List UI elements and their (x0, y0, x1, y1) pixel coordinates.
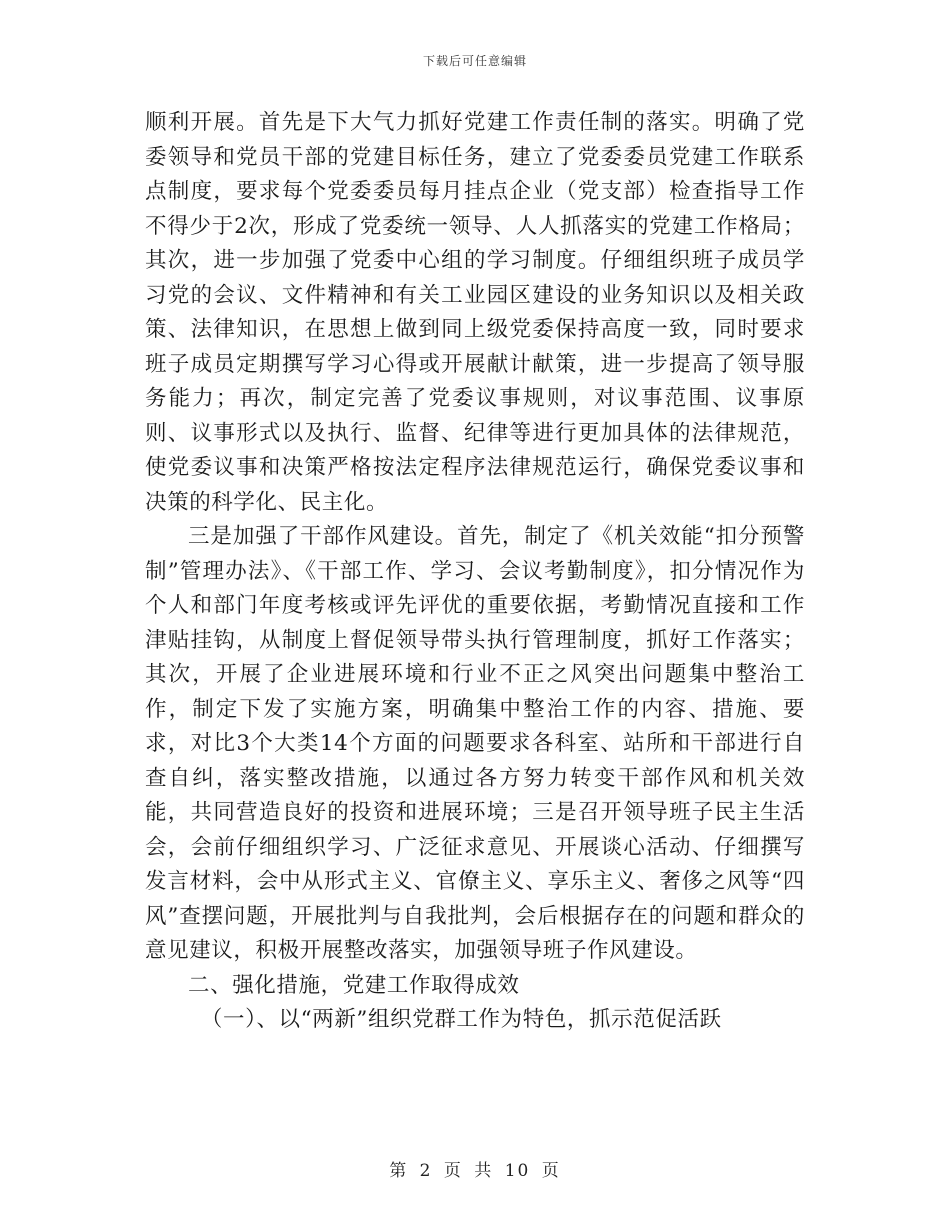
section-heading: 二、强化措施，党建工作取得成效 (188, 972, 520, 998)
subsection-heading: （一）、以“两新”组织党群工作为特色，抓示范促活跃 (200, 1007, 722, 1032)
paragraph-cadre-style: 三是加强了干部作风建设。首先，制定了《机关效能“扣分预警制”管理办法》、《干部工作、学习、会议考勤制度》，扣分情况作为个人和部门年度考核或评先评优的重要依据，考勤情况直接和工作津贴挂钩，从制度上督促领导带头执行管理制度，抓好工作落实；其次，开展了企业进展环境和行业不正之风突出问题集中整治工作，制定下发了实施方案，明确集中整治工作的内容、措施、要求，对比3个大类14个方面的问题要求各科室、站所和干部进行自查自纠，落实整改措施，以通过各方努力转变干部作风和机关效能，共同营造良好的投资和进展环境；三是召开领导班子民主生活会，会前仔细组织学习、广泛征求意见、开展谈心活动、仔细撰写发言材料，会中从形式主义、官僚主义、享乐主义、奢侈之风等“四风”查摆问题，开展批判与自我批判，会后根据存在的问题和群众的意见建议，积极开展整改落实，加强领导班子作风建设。 (145, 524, 805, 963)
page-header: 下载后可任意编辑 (422, 54, 527, 68)
page-number-footer: 第 2 页 共 10 页 (389, 1161, 561, 1181)
paragraph-continuation: 顺利开展。首先是下大气力抓好党建工作责任制的落实。明确了党委领导和党员干部的党建目标任务，建立了党委委员党建工作联系点制度，要求每个党委委员每月挂点企业（党支部）检查指导工作不得少于2次，形成了党委统一领导、人人抓落实的党建工作格局；其次，进一步加强了党委中心组的学习制度。仔细组织班子成员学习党的会议、文件精神和有关工业园区建设的业务知识以及相关政策、法律知识，在思想上做到同上级党委保持高度一致，同时要求班子成员定期撰写学习心得或开展献计献策，进一步提高了领导服务能力；再次，制定完善了党委议事规则，对议事范围、议事原则、议事形式以及执行、监督、纪律等进行更加具体的法律规范，使党委议事和决策严格按法定程序法律规范运行，确保党委议事和决策的科学化、民主化。 (145, 110, 805, 515)
document-body (145, 106, 805, 1038)
